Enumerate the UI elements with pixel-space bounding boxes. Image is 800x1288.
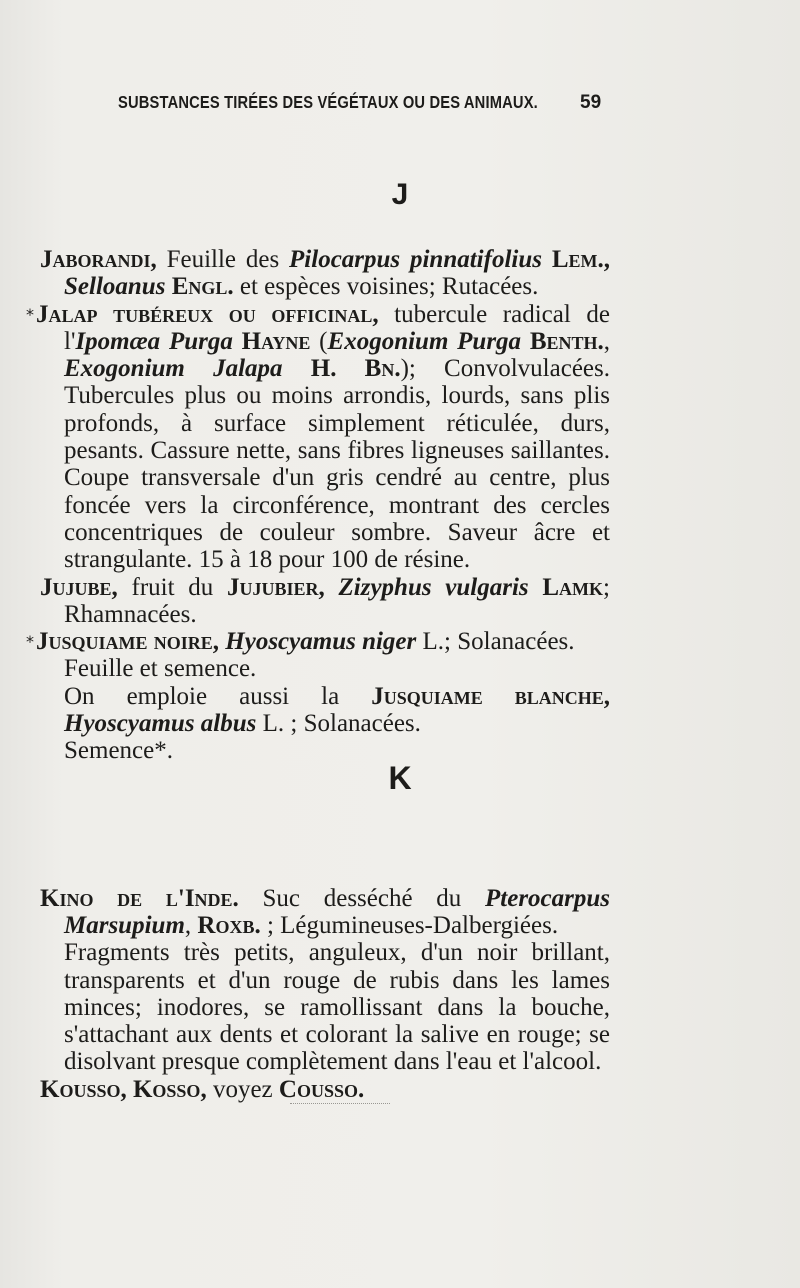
cross-term: Kosso,	[132, 1075, 207, 1103]
entry-text	[325, 574, 339, 601]
author-abbrev: Lamk	[528, 573, 604, 601]
author-abbrev: Engl.	[165, 273, 234, 301]
entry-term: Jaborandi,	[40, 246, 157, 273]
author-abbrev: Roxb.	[197, 911, 261, 939]
entry-jusquiame-seed: Semence*.	[64, 737, 173, 765]
entry-term: Jujube,	[40, 573, 118, 601]
species-name: Exogonium Purga	[327, 327, 522, 355]
species-name: Hyoscyamus albus	[64, 710, 257, 738]
entry-text: ); Convolvulacées. Tubercules plus ou moins arrondis, lourds, sans plis profonds, à surface simplement réticulée, durs, pesants. Cassure nette, sans fibres ligneuses saillantes. Coupe transversale d'un gris cendré au centre, plus foncée vers la circonférence, montrant des cercles concentriques de couleur sombre. Saveur âcre et strangulante. 15 à 18 pour 100 de résine.	[64, 355, 610, 574]
author-abbrev: Benth.	[521, 327, 604, 355]
entry-kino	[40, 885, 610, 940]
entry-text: et espèces voisines; Rutacées.	[233, 273, 539, 301]
entry-text: L. ; Solanacées.	[256, 710, 421, 738]
page-number: 59	[580, 92, 602, 113]
author-abbrev: Lem.,	[541, 246, 610, 273]
species-name: Pilocarpus pinnatifolius	[289, 246, 542, 273]
end-rule	[290, 1103, 390, 1105]
entry-text: ,	[603, 327, 611, 355]
cross-term: Jujubier,	[227, 573, 325, 601]
entry-jusquiame-note	[40, 683, 610, 738]
entry-jalap	[26, 300, 611, 574]
entry-term: Jusquiame noire,	[36, 628, 220, 656]
entry-text: ; Rhamnacées.	[64, 573, 610, 628]
entry-term: Kino de l'Inde.	[40, 884, 239, 912]
entry-text: (	[310, 327, 328, 355]
asterisk-mark: *	[26, 632, 34, 652]
entry-text: fruit du	[117, 573, 227, 601]
entry-term: Kousso,	[40, 1075, 127, 1103]
section-letter-k: K	[388, 760, 412, 796]
species-name: Ipomæa Purga	[75, 327, 233, 355]
entry-jusquiame	[26, 628, 610, 656]
species-name: Pterocarpus Marsupium	[64, 884, 610, 939]
entry-text: Feuille des	[156, 246, 290, 273]
author-abbrev: H. Bn.	[282, 355, 401, 383]
entry-text: voyez	[206, 1075, 279, 1103]
entry-jujube	[40, 574, 610, 629]
entry-text: Suc desséché du	[238, 884, 485, 912]
entry-text: On emploie aussi la	[64, 682, 372, 710]
entry-term: Jalap tubéreux ou officinal,	[36, 300, 379, 328]
species-name: Exogonium Jalapa	[64, 355, 283, 383]
asterisk-mark: *	[26, 304, 34, 324]
entry-jusquiame-parts: Feuille et semence.	[64, 655, 257, 683]
entry-text: L.; Solanacées.	[416, 628, 575, 656]
species-name: Hyoscyamus niger	[225, 628, 417, 656]
running-header: SUBSTANCES TIRÉES DES VÉGÉTAUX OU DES ANIMAUX.	[118, 92, 538, 112]
cross-term: Jusquiame blanche,	[371, 682, 610, 710]
entry-jaborandi	[40, 246, 610, 301]
species-name: Selloanus	[64, 273, 166, 301]
dictionary-entries	[26, 246, 611, 1103]
cross-term: Cousso.	[278, 1075, 365, 1103]
species-name: Zizyphus vulgaris	[338, 573, 529, 601]
entry-text: tubercule radical de l'	[64, 300, 610, 355]
entry-kino-description: Fragments très petits, anguleux, d'un noir brillant, transparents et d'un rouge de rubis dans les lames minces; inodores, se ramollissant dans la bouche, s'attachant aux dents et colorant la salive en rouge; se disolvant presque complètement dans l'eau et l'alcool.	[64, 939, 610, 1076]
entry-text: ,	[184, 911, 198, 939]
entry-text: ; Légumineuses-Dalbergiées.	[260, 911, 559, 939]
entry-kousso	[40, 1076, 610, 1103]
section-letter-j: J	[391, 178, 409, 211]
author-abbrev: Hayne	[232, 327, 311, 355]
